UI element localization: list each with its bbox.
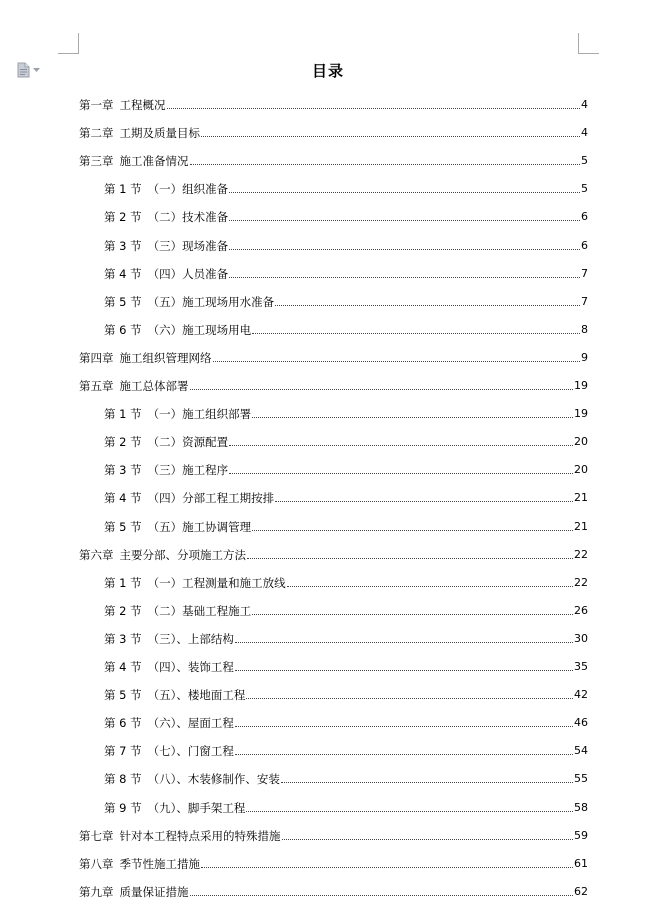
toc-entry-chapter[interactable] <box>79 883 588 899</box>
toc-entry-label <box>79 548 246 562</box>
toc-dot-leader <box>229 220 580 221</box>
toc-page-number: 59 <box>574 828 588 842</box>
toc-entry-text: 施工组织管理网络 <box>119 350 212 365</box>
toc-entry-number: 第二章 <box>79 126 114 141</box>
toc-entry-text: （一）施工组织部署 <box>147 407 252 422</box>
toc-entry-number: 第八章 <box>79 856 114 871</box>
toc-entry-text: （三）、上部结构 <box>147 631 234 646</box>
toc-entry-text: 工期及质量目标 <box>119 126 200 141</box>
toc-entry-text: （四）分部工程工期按排 <box>147 491 275 506</box>
toc-entry-section[interactable] <box>104 574 588 590</box>
toc-entry-text: 施工准备情况 <box>119 154 189 169</box>
toc-entry-section[interactable] <box>104 686 588 702</box>
toc-entry-number: 第 4 节 <box>104 266 142 281</box>
toc-dot-leader <box>252 614 573 615</box>
toc-entry-label <box>104 520 251 534</box>
toc-entry-chapter[interactable] <box>79 546 588 562</box>
toc-entry-label <box>104 435 228 449</box>
toc-entry-text: （四）、装饰工程 <box>147 660 234 674</box>
toc-page-number: 19 <box>574 407 588 421</box>
toc-dot-leader <box>246 698 573 699</box>
toc-entry-number: 第 4 节 <box>104 491 142 506</box>
toc-entry-number: 第五章 <box>79 379 114 393</box>
toc-page-number: 30 <box>574 631 588 645</box>
toc-entry-number: 第 5 节 <box>104 519 142 534</box>
toc-dot-leader <box>246 811 573 812</box>
toc-dot-leader <box>229 473 573 474</box>
toc-entry-label <box>79 98 166 112</box>
toc-entry-label <box>104 688 245 702</box>
toc-entry-text: （九）、脚手架工程 <box>147 800 246 815</box>
toc-entry-text: 主要分部、分项施工方法 <box>119 547 246 562</box>
toc-page-number: 26 <box>574 603 588 617</box>
toc-entry-number: 第 8 节 <box>104 772 142 787</box>
toc-entry-number: 第 6 节 <box>104 716 142 731</box>
toc-entry-chapter[interactable] <box>79 152 588 168</box>
toc-entry-label <box>104 604 251 618</box>
toc-entry-label <box>104 772 280 786</box>
toc-entry-label <box>104 463 228 477</box>
toc-entry-text: （三）施工程序 <box>147 463 229 478</box>
toc-entry-section[interactable] <box>104 180 588 196</box>
toc-entry-text: 施工总体部署 <box>119 379 189 393</box>
toc-entry-label <box>79 154 189 168</box>
toc-entry-text: （八）、木装修制作、安装 <box>147 772 280 787</box>
toc-entry-label <box>79 351 212 365</box>
toc-entry-chapter[interactable] <box>79 855 588 871</box>
toc-entry-label <box>79 885 189 899</box>
toc-entry-text: （一）工程测量和施工放线 <box>147 575 286 590</box>
toc-entry-section[interactable] <box>104 742 588 758</box>
toc-entry-text: （一）组织准备 <box>147 182 229 197</box>
toc-page-number: 4 <box>581 98 588 111</box>
toc-entry-chapter[interactable] <box>79 96 588 112</box>
toc-entry-number: 第一章 <box>79 98 114 112</box>
toc-entry-section[interactable] <box>104 208 588 224</box>
toc-dot-leader <box>229 249 580 250</box>
toc-entry-number: 第 2 节 <box>104 210 142 225</box>
toc-entry-section[interactable] <box>104 714 588 730</box>
toc-entry-text: 质量保证措施 <box>119 884 189 899</box>
toc-entry-number: 第 3 节 <box>104 463 142 478</box>
toc-entry-text: （五）、楼地面工程 <box>147 688 246 703</box>
toc-entry-text: （四）人员准备 <box>147 266 229 281</box>
toc-entry-number: 第 3 节 <box>104 238 142 253</box>
toc-page-number: 58 <box>574 800 588 814</box>
toc-entry-text: （五）施工协调管理 <box>147 519 252 534</box>
toc-dot-leader <box>275 501 573 502</box>
toc-dot-leader <box>190 895 574 896</box>
toc-page-number: 55 <box>574 772 588 786</box>
toc-entry-number: 第六章 <box>79 547 114 562</box>
toc-dot-leader <box>190 164 581 165</box>
toc-entry-number: 第 2 节 <box>104 435 142 450</box>
toc-page-number: 7 <box>581 266 588 280</box>
toc-entry-number: 第 1 节 <box>104 575 142 590</box>
toc-page-number: 20 <box>574 463 588 477</box>
toc-entry-label <box>104 239 228 253</box>
toc-page-number: 5 <box>581 182 588 196</box>
toc-entry-number: 第 5 节 <box>104 688 142 703</box>
toc-dot-leader <box>229 192 580 193</box>
toc-page-number: 6 <box>581 238 588 252</box>
toc-entry-text: （二）基础工程施工 <box>147 603 252 618</box>
toc-dot-leader <box>229 277 580 278</box>
toc-entry-label <box>79 829 281 843</box>
toc-page-number: 35 <box>574 660 588 673</box>
toc-entry-number: 第 3 节 <box>104 631 142 646</box>
toc-page-number: 5 <box>581 154 588 168</box>
toc-entry-section[interactable] <box>104 602 588 618</box>
toc-entry-section[interactable] <box>104 518 588 534</box>
toc-entry-number: 第 6 节 <box>104 322 142 337</box>
toc-entry-text: 季节性施工措施 <box>119 856 200 871</box>
toc-page-number: 46 <box>574 716 588 730</box>
toc-dot-leader <box>287 586 573 587</box>
toc-entry-section[interactable] <box>104 799 588 815</box>
toc-entry-label <box>104 576 286 590</box>
toc-entry-text: （三）现场准备 <box>147 238 229 253</box>
margin-corner-top-left <box>58 33 79 54</box>
toc-dot-leader <box>247 558 573 559</box>
toc-dot-leader <box>229 445 573 446</box>
margin-corner-top-right <box>578 33 599 54</box>
toc-entry-chapter[interactable] <box>79 377 588 393</box>
toc-entry-label <box>104 801 245 815</box>
toc-entry-section[interactable] <box>104 293 588 309</box>
toc-entry-section[interactable] <box>104 321 588 337</box>
toc-page-number: 8 <box>581 322 588 336</box>
toc-entry-text: （六）施工现场用电 <box>147 322 252 337</box>
toc-entry-text: （五）施工现场用水准备 <box>147 294 275 309</box>
toc-entry-number: 第 2 节 <box>104 603 142 618</box>
toc-entry-text: （二）资源配置 <box>147 435 229 450</box>
toc-page-number: 22 <box>574 575 588 589</box>
toc-page-number: 19 <box>574 379 588 392</box>
toc-entry-text: （六）、屋面工程 <box>147 716 234 731</box>
toc-dot-leader <box>235 670 573 671</box>
toc-dot-leader <box>252 417 573 418</box>
toc-page-number: 20 <box>574 435 588 449</box>
toc-entry-number: 第九章 <box>79 884 114 899</box>
toc-entry-number: 第 5 节 <box>104 294 142 309</box>
toc-entry-number: 第 1 节 <box>104 407 142 422</box>
toc-page-number: 9 <box>581 350 588 364</box>
toc-entry-label <box>104 267 228 281</box>
toc-entry-section[interactable] <box>104 237 588 253</box>
toc-dot-leader <box>281 782 573 783</box>
toc-dot-leader <box>252 530 573 531</box>
toc-entry-number: 第 1 节 <box>104 182 142 197</box>
toc-entry-text: （七）、门窗工程 <box>147 744 234 759</box>
toc-entry-chapter[interactable] <box>79 124 588 140</box>
toc-entry-label <box>104 716 234 730</box>
toc-entry-text: 针对本工程特点采用的特殊措施 <box>119 828 281 843</box>
toc-page-number: 21 <box>574 519 588 533</box>
toc-entry-number: 第 4 节 <box>104 660 142 674</box>
toc-entry-section[interactable] <box>104 433 588 449</box>
toc-entry-label <box>104 210 228 224</box>
toc-dot-leader <box>213 361 581 362</box>
toc-entry-label <box>104 744 234 758</box>
toc-dot-leader <box>167 108 581 109</box>
toc-entry-section[interactable] <box>104 658 588 674</box>
toc-dot-leader <box>235 642 573 643</box>
toc-entry-section[interactable] <box>104 770 588 786</box>
toc-entry-number: 第 7 节 <box>104 744 142 759</box>
toc-entry-section[interactable] <box>104 265 588 281</box>
toc-dot-leader <box>252 333 580 334</box>
toc-page-number: 42 <box>574 688 588 702</box>
toc-dot-leader <box>201 867 573 868</box>
toc-entry-number: 第三章 <box>79 154 114 169</box>
toc-page-number: 62 <box>574 884 588 898</box>
toc-entry-label <box>104 323 251 337</box>
toc-entry-label <box>104 182 228 196</box>
toc-entry-label <box>79 857 200 871</box>
toc-page-number: 4 <box>581 126 588 140</box>
toc-dot-leader <box>275 305 580 306</box>
toc-entry-label <box>79 126 200 140</box>
toc-page-number: 54 <box>574 744 588 758</box>
toc-page-number: 7 <box>581 294 588 308</box>
toc-dot-leader <box>282 839 574 840</box>
toc-entry-label <box>104 632 234 646</box>
toc-page-number: 22 <box>574 547 588 561</box>
toc-entry-label <box>104 491 274 505</box>
toc-entry-text: （二）技术准备 <box>147 210 229 225</box>
toc-title: 目录 <box>311 62 344 80</box>
toc-entry-label <box>104 407 251 421</box>
toc-entry-number: 第四章 <box>79 350 114 365</box>
toc-entry-section[interactable] <box>104 630 588 646</box>
toc-entry-section[interactable] <box>104 461 588 477</box>
toc-entry-number: 第 9 节 <box>104 800 142 815</box>
toc-page-number: 61 <box>574 856 588 870</box>
toc-entry-chapter[interactable] <box>79 827 588 843</box>
toc-entry-label <box>79 379 189 393</box>
toc-entry-section[interactable] <box>104 405 588 421</box>
toc-page-number: 21 <box>574 491 588 505</box>
toc-entry-text: 工程概况 <box>119 98 166 112</box>
toc-entry-chapter[interactable] <box>79 349 588 365</box>
toc-dot-leader <box>201 136 580 137</box>
toc-page-number: 6 <box>581 210 588 224</box>
toc-dot-leader <box>235 754 573 755</box>
toc-entry-number: 第七章 <box>79 828 114 843</box>
toc-entry-label <box>104 660 234 674</box>
toc-dot-leader <box>235 726 573 727</box>
toc-entry-section[interactable] <box>104 489 588 505</box>
toc-dot-leader <box>190 389 574 390</box>
toc-entry-label <box>104 295 274 309</box>
